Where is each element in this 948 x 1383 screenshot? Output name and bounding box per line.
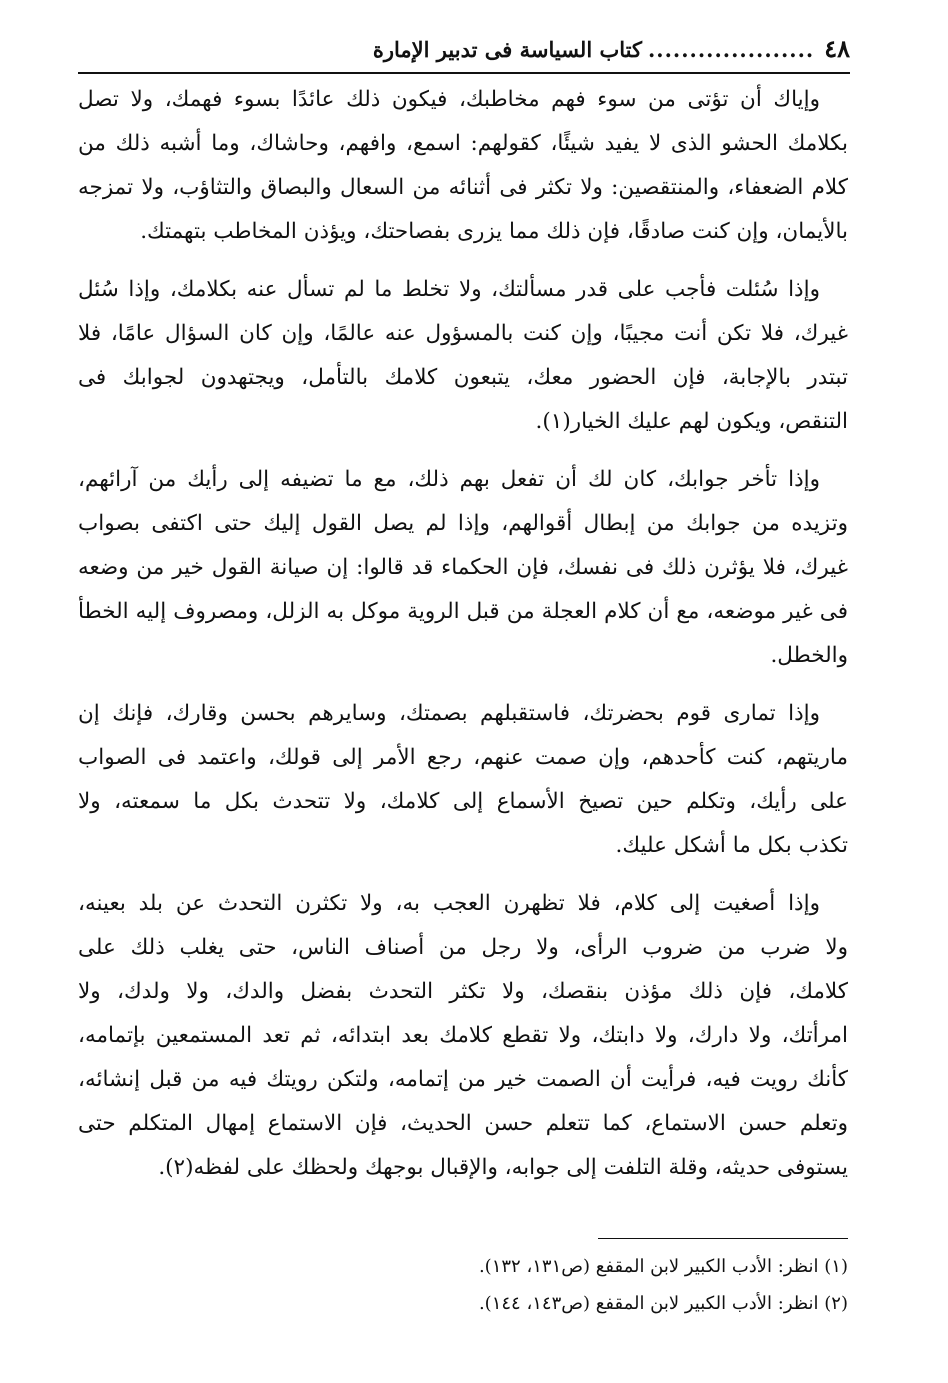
- text-line: وتزيده من جوابك من إبطال أقوالهم، وإذا لم يصل القول إليك حتى اكتفى بصواب: [78, 511, 848, 536]
- text-line: التنقص، ويكون لهم عليك الخيار(١).: [535, 409, 848, 434]
- text-line: يستوفى حديثه، وقلة التلفت إلى جوابه، والإقبال بوجهك ولحظك على لفظه(٢).: [158, 1155, 848, 1180]
- text-line: بكلامك الحشو الذى لا يفيد شيئًا، كقولهم: اسمع، وافهم، وحاشاك، وما أشبه ذلك من: [78, 131, 848, 156]
- text-line: كأنك رويت فيه، فرأيت أن الصمت خير من إتمامه، ولتكن رويتك فيه من قبل إنشائه،: [78, 1067, 848, 1092]
- text-line: على رأيك، وتكلم حين تصيخ الأسماع إلى كلامك، ولا تتحدث بكل ما سمعته، ولا: [78, 789, 848, 814]
- paragraph: [78, 458, 848, 678]
- text-line: فى غير موضعه، مع أن كلام العجلة من قبل الروية موكل به الزلل، ومصروف إليه الخطأ: [78, 599, 848, 624]
- text-line: تبتدر بالإجابة، فإن الحضور معك، يتبعون كلامك بالتأمل، ويجتهدون لجوابك فى: [78, 365, 848, 390]
- paragraph: [78, 78, 848, 254]
- text-line: امرأتك، ولا دارك، ولا دابتك، ولا تقطع كلامك بعد ابتدائه، ثم تعد المستمعين بإتمامه،: [78, 1023, 848, 1048]
- text-line: والخطل.: [770, 643, 848, 668]
- text-line: بالأيمان، وإن كنت صادقًا، فإن ذلك مما يزرى بفصاحتك، ويؤذن المخاطب بتهمتك.: [140, 219, 848, 244]
- footnotes: [78, 1248, 848, 1322]
- text-line: وتعلم حسن الاستماع، كما تتعلم حسن الحديث، فإن الاستماع إمهال المتكلم حتى: [78, 1111, 848, 1136]
- footnote-rule: [598, 1238, 848, 1239]
- header-leader-dots: ....................: [647, 37, 815, 62]
- text-line: وإياك أن تؤتى من سوء فهم مخاطبك، فيكون ذلك عائدًا بسوء فهمك، ولا تصل: [78, 87, 820, 112]
- text-line: ولا ضرب من ضروب الرأى، ولا رجل من أصناف الناس، حتى يغلب ذلك على: [78, 935, 848, 960]
- text-line: تكذب بكل ما أشكل عليك.: [615, 833, 848, 858]
- text-line: وإذا سُئلت فأجب على قدر مسألتك، ولا تخلط ما لم تسأل عنه بكلامك، وإذا سُئل: [78, 277, 820, 302]
- text-line: وإذا أصغيت إلى كلام، فلا تظهرن العجب به، ولا تكثرن التحدث عن بلد بعينه،: [78, 891, 820, 916]
- header-rule: [78, 72, 850, 74]
- text-line: وإذا تأخر جوابك، كان لك أن تفعل بهم ذلك، مع ما تضيفه إلى رأيك من آرائهم،: [78, 467, 820, 492]
- paragraph: [78, 268, 848, 444]
- running-title: كتاب السياسة فى تدبير الإمارة: [372, 37, 642, 62]
- text-line: ماريتهم، كنت كأحدهم، وإن صمت عنهم، رجع الأمر إلى قولك، واعتمد فى الصواب: [78, 745, 848, 770]
- text-line: كلامك، فإن ذلك مؤذن بنقصك، ولا تكثر التحدث بفضل والدك، ولا ولدك، ولا: [78, 979, 848, 1004]
- body-text: [78, 78, 848, 1204]
- text-line: غيرك، فلا يؤثرن ذلك فى نفسك، فإن الحكماء قد قالوا: إن صيانة القول خير من وضعه: [78, 555, 848, 580]
- footnote-2: (٢) انظر: الأدب الكبير لابن المقفع (ص١٤٣، ١٤٤).: [478, 1293, 848, 1314]
- text-line: غيرك، فلا تكن أنت مجيبًا، وإن كنت بالمسؤول عنه عالمًا، وإن كان السؤال عامًا، فلا: [78, 321, 848, 346]
- text-line: وإذا تمارى قوم بحضرتك، فاستقبلهم بصمتك، وسايرهم بحسن وقارك، فإنك إن: [78, 701, 820, 726]
- footnote-1: (١) انظر: الأدب الكبير لابن المقفع (ص١٣١، ١٣٢).: [478, 1256, 848, 1277]
- paragraph: [78, 882, 848, 1190]
- page-header: [78, 34, 850, 63]
- page-number: ٤٨: [824, 34, 850, 63]
- paragraph: [78, 692, 848, 868]
- text-line: كلام الضعفاء، والمنتقصين: ولا تكثر فى أثنائه من السعال والبصاق والتثاؤب، ولا تمزجه: [78, 175, 848, 200]
